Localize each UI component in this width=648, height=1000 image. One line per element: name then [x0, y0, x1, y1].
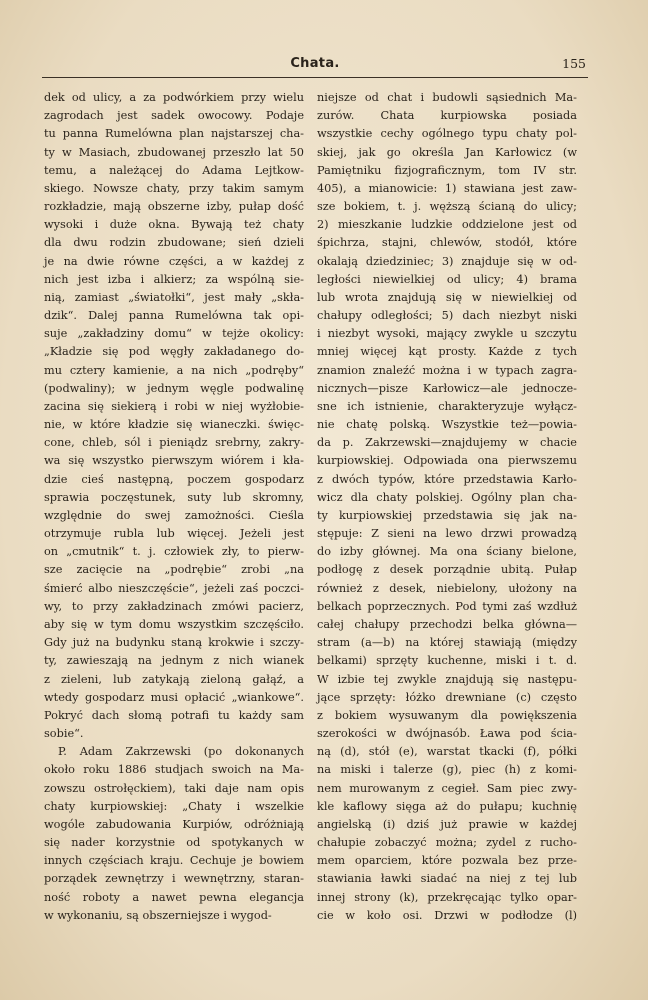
text-line: wtedy gospodarz musi opłacić „wiankowe“.	[44, 690, 304, 704]
text-line: śmierć albo nieszczęście“, jeżeli zaś poczci-	[44, 581, 304, 595]
text-line: belkach poprzecznych. Pod tymi zaś wzdłuż	[317, 599, 577, 613]
text-line: porządek zewnętrzy i wewnętrzny, staran-	[44, 872, 304, 886]
text-line: innych częściach kraju. Cechuje je bowiem	[44, 854, 304, 868]
text-line: P. Adam Zakrzewski (po dokonanych	[58, 745, 304, 759]
text-line: kurpiowskiej. Odpowiada ona pierwszemu	[317, 454, 577, 468]
text-line: również z desek, niebielony, ułożony na	[317, 581, 577, 595]
text-line: ty w Masiach, zbudowanej przeszło lat 50	[44, 145, 304, 159]
page-number: 155	[562, 56, 586, 71]
text-line: tu panna Rumelówna plan najstarszej cha-	[44, 127, 304, 141]
text-line: nich jest izba i alkierz; za wspólną sie-	[44, 272, 304, 286]
text-line: rozkładzie, mają obszerne izby, pułap dość	[44, 200, 304, 214]
text-line: dla dwu rodzin zbudowane; sień dzieli	[44, 236, 304, 250]
text-line: ty, zawieszają na jednym z nich wianek	[44, 654, 304, 668]
text-line: wy, to przy zakładzinach zmówi pacierz,	[44, 599, 304, 613]
text-line: wicz dla chaty polskiej. Ogólny plan cha-	[317, 490, 577, 504]
header-rule	[42, 77, 588, 78]
text-line: chałupy odległości; 5) dach niezbyt niski	[317, 309, 577, 323]
text-line: „Kładzie się pod węgły zakładanego do-	[44, 345, 304, 359]
text-line: on „cmutnik“ t. j. człowiek zły, to pierw-	[44, 545, 304, 559]
text-line: cone, chleb, sól i pieniądz srebrny, zakry-	[44, 436, 304, 450]
text-line: całej chałupy przechodzi belka główna—	[317, 617, 577, 631]
text-line: ległości niewielkiej od ulicy; 4) brama	[317, 272, 577, 286]
text-line: znamion znaleźć można i w typach zagra-	[317, 363, 577, 377]
text-line: mem oparciem, które pozwala bez prze-	[317, 854, 577, 868]
text-line: nie chatę polską. Wszystkie też—powia-	[317, 418, 577, 432]
text-line: temu, a należącej do Adama Lejtkow-	[44, 163, 304, 177]
text-line: ność roboty a nawet pewna elegancja	[44, 890, 304, 904]
text-line: kle kaflowy sięga aż do pułapu; kuchnię	[317, 799, 577, 813]
text-line: mniej więcej kąt prosty. Każde z tych	[317, 345, 577, 359]
page-title: Chata.	[290, 56, 340, 71]
running-header	[42, 56, 588, 74]
text-line: nią, zamiast „światołki“, jest mały „skła-	[44, 290, 304, 304]
text-line: Pokryć dach słomą potrafi tu każdy sam	[44, 708, 304, 722]
text-line: je na dwie równe części, a w każdej z	[44, 254, 304, 268]
text-line: wysoki i duże okna. Bywają też chaty	[44, 218, 304, 232]
text-line: wogóle zabudowania Kurpiów, odróżniają	[44, 817, 304, 831]
text-line: zacina się siekierą i robi w niej wyżłobie-	[44, 399, 304, 413]
text-line: Pamiętniku fizjograficznym, tom IV str.	[317, 163, 577, 177]
text-line: nicznych—pisze Karłowicz—ale jednocze-	[317, 381, 577, 395]
text-line: szerokości w dwójnasób. Ława pod ścia-	[317, 727, 577, 741]
text-line: dek od ulicy, a za podwórkiem przy wielu	[44, 91, 304, 104]
text-line: belkami) sprzęty kuchenne, miski i t. d.	[317, 654, 577, 668]
text-line: aby się w tym domu wszystkim szczęściło.	[44, 617, 304, 631]
text-line: śpichrza, stajni, chlewów, stodół, które	[317, 236, 577, 250]
text-line: w wykonaniu, są obszerniejsze i wygod-	[44, 908, 272, 922]
text-line: chaty kurpiowskiej: „Chaty i wszelkie	[44, 799, 304, 813]
text-line: wszystkie cechy ogólnego typu chaty pol-	[317, 127, 577, 141]
text-line: mu cztery kamienie, a na nich „podręby“	[44, 363, 304, 377]
text-line: zagrodach jest sadek owocowy. Podaje	[44, 109, 304, 123]
text-line: stawiania ławki siadać na niej z tej lub	[317, 872, 577, 886]
text-line: stram (a—b) na której stawiają (między	[317, 636, 577, 650]
text-line: sne ich istnienie, charakteryzuje wyłącz-	[317, 399, 577, 413]
text-line: skiego. Nowsze chaty, przy takim samym	[44, 181, 304, 195]
text-line: innej strony (k), przekręcając tylko opar-	[317, 890, 577, 904]
right-text-column	[317, 89, 577, 925]
text-line: sobie“.	[44, 727, 84, 741]
text-line: dzik“. Dalej panna Rumelówna tak opi-	[44, 309, 304, 323]
left-text-column	[44, 89, 304, 925]
text-line: sze zacięcie na „podrębie“ zrobi „na	[44, 563, 304, 577]
text-line: Gdy już na budynku staną krokwie i szczy-	[44, 636, 304, 650]
text-line: podłogę z desek porządnie ubitą. Pułap	[317, 563, 577, 577]
text-line: wa się wszystko pierwszym wiórem i kła-	[44, 454, 304, 468]
text-line: nem murowanym z cegieł. Sam piec zwy-	[317, 781, 577, 795]
text-line: z dwóch typów, które przedstawia Karło-	[317, 472, 577, 486]
text-line: suje „zakładziny domu“ w tejże okolicy:	[44, 327, 304, 341]
text-line: stępuje: Z sieni na lewo drzwi prowadzą	[317, 527, 577, 541]
text-line: ty kurpiowskiej przedstawia się jak na-	[317, 508, 577, 522]
text-line: da p. Zakrzewski—znajdujemy w chacie	[317, 436, 577, 450]
text-line: zowszu ostrołęckiem), taki daje nam opis	[44, 781, 304, 795]
text-line: 405), a mianowicie: 1) stawiana jest zaw-	[317, 181, 577, 195]
text-line: z bokiem wysuwanym dla powiększenia	[317, 708, 577, 722]
text-line: około roku 1886 studjach swoich na Ma-	[44, 763, 304, 777]
text-line: z zieleni, lub zatykają zieloną gałąź, a	[44, 672, 304, 686]
text-line: i niezbyt wysoki, mający zwykle u szczytu	[317, 327, 577, 341]
text-line: niejsze od chat i budowli sąsiednich Ma-	[317, 91, 577, 104]
text-line: skiej, jak go określa Jan Karłowicz (w	[317, 145, 577, 159]
text-line: cie w koło osi. Drzwi w podłodze (l)	[317, 908, 577, 922]
text-line: jące sprzęty: łóżko drewniane (c) często	[317, 690, 577, 704]
text-line: okalają dziedziniec; 3) znajduje się w od-	[317, 254, 577, 268]
text-line: (podwaliny); w jednym węgle podwalinę	[44, 381, 304, 395]
text-line: względnie do swej zamożności. Cieśla	[44, 508, 304, 522]
text-line: sprawia poczęstunek, suty lub skromny,	[44, 490, 304, 504]
text-line: ną (d), stół (e), warstat tkacki (f), półki	[317, 745, 577, 759]
text-line: nie, w które kładzie się wianeczki. święc-	[44, 418, 304, 432]
text-line: otrzymuje rubla lub więcej. Jeżeli jest	[44, 527, 304, 541]
text-line: chałupie zobaczyć można; zydel z rucho-	[317, 836, 577, 850]
text-line: W izbie tej zwykle znajdują się następu-	[317, 672, 577, 686]
text-line: dzie cieś następną, poczem gospodarz	[44, 472, 304, 486]
text-line: 2) mieszkanie ludzkie oddzielone jest od	[317, 218, 577, 232]
text-line: zurów. Chata kurpiowska posiada	[317, 109, 577, 123]
text-line: się nader korzystnie od spotykanych w	[44, 836, 304, 850]
text-line: angielską (i) dziś już prawie w każdej	[317, 817, 577, 831]
text-line: lub wrota znajdują się w niewielkiej od	[317, 290, 577, 304]
text-line: na miski i talerze (g), piec (h) z komi-	[317, 763, 577, 777]
text-line: do izby głównej. Ma ona ściany bielone,	[317, 545, 577, 559]
text-line: sze bokiem, t. j. węższą ścianą do ulicy;	[317, 200, 577, 214]
